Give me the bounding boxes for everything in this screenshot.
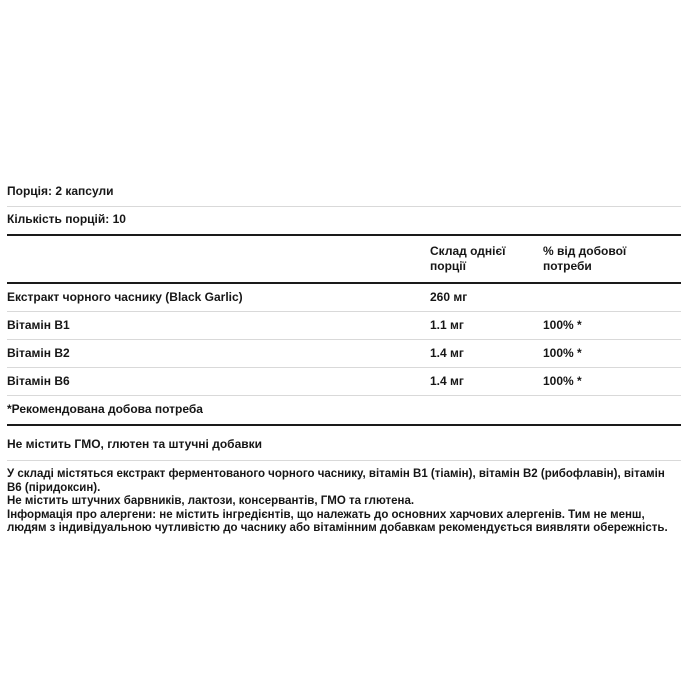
table-row [7,312,681,340]
ingredient-name: Вітамін B1 [7,318,70,332]
ingredient-amount: 1.1 мг [430,318,464,332]
ingredient-amount: 1.4 мг [430,346,464,360]
description-composition: У складі містяться екстракт ферментованого чорного часнику, вітамін B1 (тіамін), вітамін B2 (рибофлавін), вітамін B6 (піридоксин). [7,468,665,494]
nutrition-table [7,236,681,426]
ingredient-dv: 100% * [543,346,582,360]
ingredient-dv: 100% * [543,374,582,388]
servings-per-container: Кількість порцій: 10 [7,212,126,226]
ingredient-dv: 100% * [543,318,582,332]
claims-heading: Не містить ГМО, глютен та штучні добавки [7,437,263,451]
header-amount-per-serving: Склад однієї порції [430,244,506,273]
table-row [7,340,681,368]
table-footnote: *Рекомендована добова потреба [7,402,203,416]
product-description [7,461,681,536]
serving-size: Порція: 2 капсули [7,184,114,198]
header-daily-value: % від добової потреби [543,244,627,273]
supplement-facts-panel [0,179,688,536]
description-free-from: Не містить штучних барвників, лактози, консервантів, ГМО та глютена. [7,495,415,507]
ingredient-name: Вітамін B6 [7,374,70,388]
table-header-row [7,236,681,282]
ingredient-amount: 260 мг [430,290,468,304]
table-row [7,368,681,396]
ingredient-name: Екстракт чорного часнику (Black Garlic) [7,290,243,304]
ingredient-amount: 1.4 мг [430,374,464,388]
table-row [7,284,681,312]
ingredient-name: Вітамін B2 [7,346,70,360]
description-allergen-info: Інформація про алергени: не містить інгредієнтів, що належать до основних харчових алергенів. Тим не менш, людям з індивідуальною чутливістю до часнику або вітамінним добавкам рекомендується виявляти обережність. [7,508,668,534]
